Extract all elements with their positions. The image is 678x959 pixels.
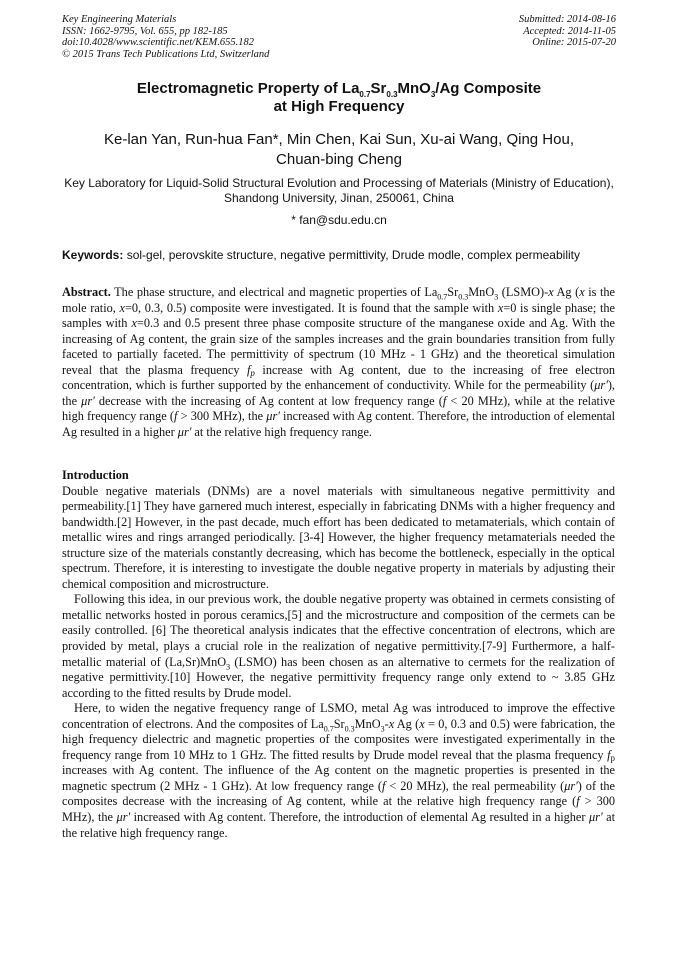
accepted-date: Accepted: 2014-11-05: [523, 25, 616, 37]
affiliation: Key Laboratory for Liquid-Solid Structural Evolution and Processing of Materials (Ministry of Education), Shandong University, Jinan, 250061, China: [64, 176, 614, 205]
keywords: [62, 248, 622, 262]
intro-paragraph-1: Double negative materials (DNMs) are a novel materials with simultaneous negative permittivity and permeability.[1] They have garnered much interest, especially in fabricating DNMs with a higher frequency and bandwidth.[2] However, in the past decade, much effort has been dedicated to metamaterials, which contain of metallic wires and rings arranged periodically. [3-4] However, the higher frequency metamaterials needed the structure size of the materials constantly decreasing, which has become the bottleneck, especially in the optical spectrum. Therefore, it is interesting to investigate the double negative property in materials by adjusting their chemical composition and microstructure.: [62, 483, 615, 591]
doi: doi:10.4028/www.scientific.net/KEM.655.182: [62, 37, 254, 49]
submitted-date: Submitted: 2014-08-16: [518, 14, 616, 25]
online-date: Online: 2015-07-20: [532, 37, 616, 49]
author-list: [40, 130, 638, 170]
copyright: © 2015 Trans Tech Publications Ltd, Switzerland: [62, 48, 270, 60]
journal-header-right: [519, 14, 616, 49]
keywords-label: Keywords:: [62, 248, 124, 262]
authors-line-1: Ke-lan Yan, Run-hua Fan*, Min Chen, Kai Sun, Xu-ai Wang, Qing Hou,: [104, 131, 574, 148]
abstract-paragraph: Abstract. The phase structure, and electrical and magnetic properties of $La_{0.7}Sr_{0.3}MnO_3$ (LSMO)-x Ag (x is the mole ratio, x=0, 0.3, 0.5) composite were investigated. It is found that the sample with x=0 is single phase; the samples with x=0.3 and 0.5 present three phase composite structure of the manganese oxide and Ag. With the increasing of Ag content, the grain size of the samples increases and the grain boundaries transition from fully faceted to partially faceted. The permittivity of spectrum (10 MHz - 1 GHz) and the theoretical simulation reveal that the plasma frequency $f_p$ increase with Ag content, due to the increasing of free electron concentration, which is further supported by the enhancement of conductivity. While for the permeability (μr'), the μr' decrease with the increasing of Ag content at low frequency range (f < 20 MHz), while at the relative high frequency range (f > 300 MHz), the μr' increased with Ag content. Therefore, the introduction of elemental Ag resulted in a higher μr' at the relative high frequency range.: [62, 285, 616, 439]
issn: ISSN: 1662-9795, Vol. 655, pp 182-185: [62, 25, 228, 37]
title-line-2: at High Frequency: [273, 98, 405, 115]
corresponding-email: * fan@sdu.edu.cn: [291, 213, 387, 227]
journal-name: Key Engineering Materials: [62, 14, 177, 25]
title-line-1: Electromagnetic Property of $La_{0.7}Sr_{0.3}MnO_3/Ag$ Composite: [136, 80, 542, 99]
keywords-text: sol-gel, perovskite structure, negative permittivity, Drude modle, complex permeability: [123, 248, 580, 262]
authors-line-2: Chuan-bing Cheng: [276, 151, 402, 168]
journal-header-left: [62, 14, 269, 60]
introduction-heading: Introduction: [62, 468, 129, 482]
paper-title: [40, 80, 638, 116]
intro-paragraph-2: Following this idea, in our previous work, the double negative property was obtained in cermets consisting of metallic networks hosted in porous ceramics,[5] and the microstructure and composition of the cermets can be easily controlled. [6] The theoretical analysis indicates that the effective concentration of electrons, which are provided by metal, plays a crucial role in the realization of negative permittivity.[7-9] Furthermore, a half-metallic material of (La,Sr)MnO$_3$ (LSMO) has been chosen as an alternative to cermets for the realization of negative permittivity.[10] However, the negative permittivity frequency range only extend to ~ 3.85 GHz according to the fitted results by Drude model.: [62, 592, 615, 700]
abstract-label: Abstract.: [62, 285, 111, 299]
abstract: [62, 285, 615, 440]
introduction-section: [62, 468, 615, 841]
intro-paragraph-3: Here, to widen the negative frequency range of LSMO, metal Ag was introduced to improve the effective concentration of electrons. And the composites of $La_{0.7}Sr_{0.3}MnO_3-x$ Ag (x = 0, 0.3 and 0.5) were fabrication, the high frequency dielectric and magnetic properties of the composites were investigated experimentally in the frequency range from 10 MHz to 1 GHz. The fitted results by Drude model reveal that the plasma frequency $f_p$ increases with Ag content. The influence of the Ag content on the magnetic properties is presented in the magnetic spectrum (2 MHz - 1 GHz). At low frequency range (f < 20 MHz), the real permeability (μr') of the composites decrease with the increasing of Ag content, while at the relative high frequency range (f > 300 MHz), the μr' increased with Ag content. Therefore, the introduction of elemental Ag resulted in a higher μr' at the relative high frequency range.: [62, 701, 616, 840]
